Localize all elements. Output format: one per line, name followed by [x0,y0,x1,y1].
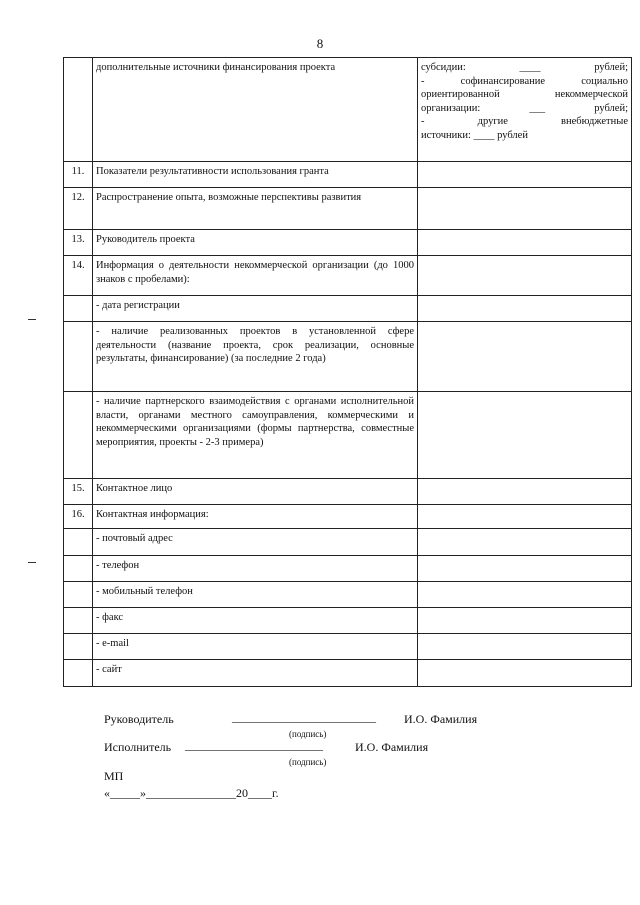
row-description: - мобильный телефон [93,582,418,608]
row-number: 11. [64,162,93,188]
row-value-cell[interactable] [418,582,632,608]
form-row [64,322,632,392]
row-value-cell[interactable] [418,256,632,296]
row-number: 15. [64,479,93,505]
executor-signature-line: _______________________ [185,738,323,752]
row-description: - наличие партнерского взаимодействия с органами исполнительной власти, органами местного самоуправления, коммерческими и некоммерческими организациями (формы партнерства, совместные мероприятия, проекты - 2-3 примера) [93,392,418,479]
row-value-cell[interactable] [418,608,632,634]
form-row [64,188,632,230]
form-row [64,296,632,322]
row-value-cell[interactable] [418,188,632,230]
row-description: - факс [93,608,418,634]
page-number: 8 [316,36,324,51]
row-value-cell[interactable] [418,505,632,529]
row-value-cell[interactable] [418,556,632,582]
executor-signature-hint: (подпись) [289,757,327,767]
form-row [64,634,632,660]
row-value-cell[interactable] [418,162,632,188]
form-row [64,556,632,582]
row-description: Распространение опыта, возможные перспективы развития [93,188,418,230]
row-description: Руководитель проекта [93,230,418,256]
executor-name: И.О. Фамилия [355,740,429,754]
row-number [64,58,93,162]
row-description: Показатели результативности использования гранта [93,162,418,188]
form-row [64,392,632,479]
row-number [64,634,93,660]
row-value-cell[interactable] [418,479,632,505]
row-description: Информация о деятельности некоммерческой организации (до 1000 знаков с пробелами): [93,256,418,296]
row-description: - дата регистрации [93,296,418,322]
director-signature-line: ________________________ [232,710,376,724]
value-line: - другие внебюджетные [421,116,628,127]
form-row [64,256,632,296]
row-value-cell[interactable] [418,296,632,322]
row-number: 12. [64,188,93,230]
form-row [64,162,632,188]
form-row [64,608,632,634]
row-description: Контактное лицо [93,479,418,505]
row-description: - телефон [93,556,418,582]
form-row [64,529,632,556]
row-description: дополнительные источники финансирования проекта [93,58,418,162]
margin-mark [28,562,36,563]
row-number [64,556,93,582]
value-line: организации: ___ рублей; [421,102,628,114]
date-line: «_____»_______________20____г. [104,786,279,800]
row-description: - почтовый адрес [93,529,418,556]
stamp-label: МП [104,769,124,783]
row-value-cell[interactable] [418,634,632,660]
application-form-table [63,57,632,687]
row-number [64,392,93,479]
form-row [64,660,632,687]
row-number: 14. [64,256,93,296]
row-number [64,660,93,687]
form-row [64,230,632,256]
form-row [64,505,632,529]
row-value-cell[interactable] [418,660,632,687]
form-row [64,58,632,162]
form-row [64,479,632,505]
director-signature-hint: (подпись) [289,729,327,739]
row-number [64,582,93,608]
executor-label: Исполнитель [104,740,172,754]
director-label: Руководитель [104,712,174,726]
row-number [64,296,93,322]
row-value-cell[interactable] [418,392,632,479]
form-row [64,582,632,608]
row-number [64,322,93,392]
row-value-cell[interactable] [418,230,632,256]
director-name: И.О. Фамилия [404,712,478,726]
value-line: субсидии: ____ рублей; [421,62,628,73]
row-number: 16. [64,505,93,529]
row-description: - e-mail [93,634,418,660]
row-description: Контактная информация: [93,505,418,529]
row-value-cell[interactable] [418,322,632,392]
row-value-cell[interactable] [418,58,632,162]
value-line: источники: ____ рублей [421,129,528,141]
margin-mark [28,319,36,320]
row-number: 13. [64,230,93,256]
value-line: - софинансирование социально [421,75,628,87]
row-number [64,608,93,634]
row-value-cell[interactable] [418,529,632,556]
row-number [64,529,93,556]
value-line: ориентированной некоммерческой [421,89,628,100]
row-description: - сайт [93,660,418,687]
row-description: - наличие реализованных проектов в установленной сфере деятельности (название проекта, срок реализации, основные результаты, финансирование) (за последние 2 года) [93,322,418,392]
